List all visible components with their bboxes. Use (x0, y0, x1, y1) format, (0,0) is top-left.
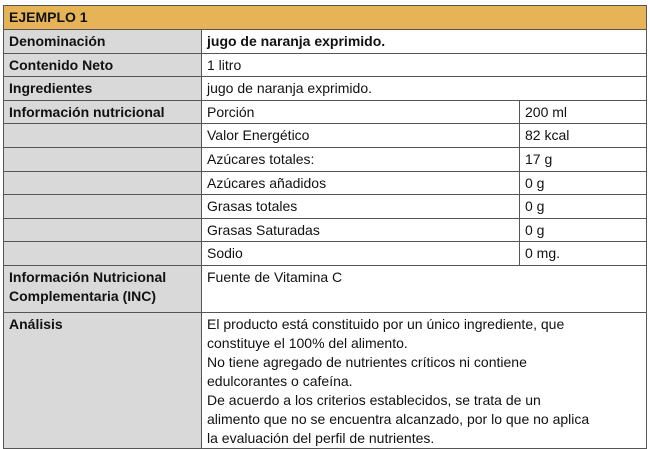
nutricional-label-cell (4, 147, 202, 171)
nutrient-value: 0 g (520, 195, 647, 219)
nutrient-name: Porción (202, 100, 520, 124)
nutricional-label: Información nutricional (4, 100, 202, 124)
denominacion-value: jugo de naranja exprimido. (202, 30, 647, 54)
inc-row (4, 265, 647, 312)
analisis-line: constituye el 100% del alimento. (207, 334, 408, 351)
analisis-line: De acuerdo a los criterios establecidos, se trata de un (207, 391, 541, 408)
nutrition-row (4, 218, 647, 242)
analisis-text (202, 312, 647, 448)
analisis-line: edulcorantes o cafeína. (207, 372, 353, 389)
table-row (4, 77, 647, 101)
nutrient-value: 17 g (520, 147, 647, 171)
nutricional-label-cell (4, 171, 202, 195)
analisis-line: No tiene agregado de nutrientes críticos ni contiene (207, 353, 527, 370)
nutrition-row (4, 195, 647, 219)
nutrition-row (4, 171, 647, 195)
inc-label-line2: Complementaria (INC) (9, 287, 157, 304)
nutricional-label-cell (4, 218, 202, 242)
nutrient-name: Valor Energético (202, 124, 520, 148)
nutrient-value: 82 kcal (520, 124, 647, 148)
analisis-label: Análisis (4, 312, 202, 448)
nutrient-name: Grasas totales (202, 195, 520, 219)
nutrition-row (4, 147, 647, 171)
table-title: EJEMPLO 1 (4, 6, 647, 30)
nutrient-name: Azúcares añadidos (202, 171, 520, 195)
denominacion-label: Denominación (4, 30, 202, 54)
inc-value: Fuente de Vitamina C (202, 265, 647, 312)
nutrition-row (4, 100, 647, 124)
nutrient-name: Sodio (202, 242, 520, 266)
nutrition-example-table (3, 5, 647, 449)
contenido-value: 1 litro (202, 53, 647, 77)
table-row (4, 53, 647, 77)
nutrient-name: Grasas Saturadas (202, 218, 520, 242)
ingredientes-label: Ingredientes (4, 77, 202, 101)
analisis-line: la evaluación del perfil de nutrientes. (207, 429, 435, 446)
nutrient-value: 0 g (520, 218, 647, 242)
nutrition-row (4, 124, 647, 148)
inc-label (4, 265, 202, 312)
nutrient-name: Azúcares totales: (202, 147, 520, 171)
inc-label-line1: Información Nutricional (9, 268, 167, 285)
nutrient-value: 0 mg. (520, 242, 647, 266)
analisis-row (4, 312, 647, 448)
nutricional-label-cell (4, 195, 202, 219)
nutrition-row (4, 242, 647, 266)
nutrient-value: 0 g (520, 171, 647, 195)
analisis-line: El producto está constituido por un único ingrediente, que (207, 315, 565, 332)
title-row (4, 6, 647, 30)
nutricional-label-cell (4, 124, 202, 148)
table-row (4, 30, 647, 54)
nutrient-value: 200 ml (520, 100, 647, 124)
nutricional-label-cell (4, 242, 202, 266)
ingredientes-value: jugo de naranja exprimido. (202, 77, 647, 101)
analisis-line: alimento que no se encuentra alcanzado, por lo que no aplica (207, 410, 590, 427)
contenido-label: Contenido Neto (4, 53, 202, 77)
